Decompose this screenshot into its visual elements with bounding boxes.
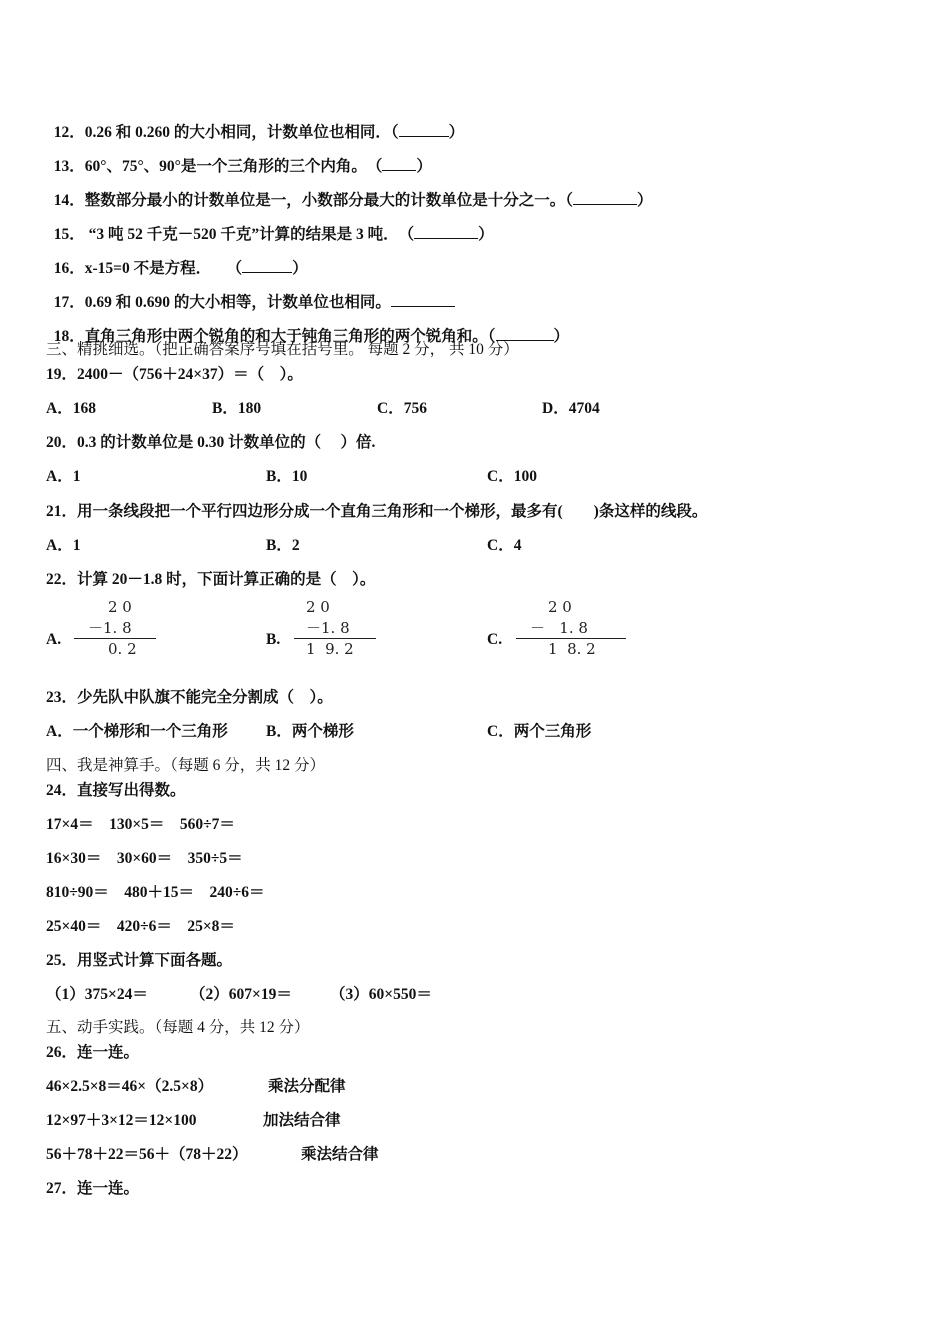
q24-row-3: 810÷90＝ 480＋15＝ 240÷6＝ (46, 884, 265, 901)
q22-option-a-calc[interactable] (74, 598, 158, 662)
calc-line (74, 638, 156, 639)
subtrahend: －1. 8 (306, 619, 350, 637)
question-text: 0.26 和 0.260 的大小相同，计数单位也相同．（ (84, 124, 399, 141)
question-text: “3 吨 52 千克－520 千克”计算的结果是 3 吨． （ (84, 226, 415, 243)
question-text: 0.69 和 0.690 的大小相等，计数单位也相同。 (84, 294, 391, 311)
result: 1 8. 2 (548, 640, 596, 658)
q21-option-b[interactable]: B．2 (266, 537, 300, 554)
question-number: 16． (53, 260, 85, 277)
q23-option-b[interactable]: B．两个梯形 (266, 723, 354, 740)
question-20: 20．0.3 的计数单位是 0.30 计数单位的（ ）倍. (46, 434, 376, 451)
question-number: 17． (53, 294, 85, 311)
q23-option-a[interactable]: A．一个梯形和一个三角形 (46, 723, 228, 740)
q22-option-b-calc[interactable] (294, 598, 378, 662)
calc-line (516, 638, 626, 639)
answer-blank[interactable] (382, 156, 416, 171)
q24-row-4: 25×40＝ 420÷6＝ 25×8＝ (46, 918, 235, 935)
q19-option-a[interactable]: A．168 (46, 400, 96, 417)
question-number: 18． (53, 328, 85, 345)
q22-option-c-label[interactable]: C. (487, 631, 503, 648)
question-27: 27．连一连。 (46, 1180, 140, 1197)
q20-option-a[interactable]: A．1 (46, 468, 81, 485)
answer-blank[interactable] (573, 190, 637, 205)
q26-right-1[interactable]: 乘法分配律 (268, 1078, 346, 1095)
paren-close: ） (478, 226, 494, 243)
q21-option-c[interactable]: C．4 (487, 537, 522, 554)
q20-option-b[interactable]: B．10 (266, 468, 308, 485)
question-number: 13． (53, 158, 85, 175)
question-number: 14． (53, 192, 85, 209)
q24-row-1: 17×4＝ 130×5＝ 560÷7＝ (46, 816, 235, 833)
section-3-title: 三、精挑细选。（把正确答案序号填在括号里。 每题 2 分， 共 10 分） (46, 341, 519, 358)
q19-option-c[interactable]: C．756 (377, 400, 427, 417)
answer-blank[interactable] (496, 326, 554, 341)
q26-left-2[interactable]: 12×97＋3×12＝12×100 (46, 1112, 197, 1129)
q20-option-c[interactable]: C．100 (487, 468, 537, 485)
minuend: 2 0 (306, 598, 330, 616)
calc-line (294, 638, 376, 639)
q19-option-b[interactable]: B．180 (212, 400, 262, 417)
q21-option-a[interactable]: A．1 (46, 537, 81, 554)
q25-item-2: （2）607×19＝ (190, 986, 292, 1003)
subtrahend: － 1. 8 (530, 619, 588, 637)
question-26: 26．连一连。 (46, 1044, 140, 1061)
question-21: 21．用一条线段把一个平行四边形分成一个直角三角形和一个梯形，最多有( )条这样的线段。 (46, 503, 708, 520)
minuend: 2 0 (108, 598, 132, 616)
q25-item-1: （1）375×24＝ (46, 986, 148, 1003)
answer-blank[interactable] (399, 122, 449, 137)
paren-close: ） (416, 158, 432, 175)
result: 1 9. 2 (306, 640, 354, 658)
section-4-title: 四、我是神算手。（每题 6 分，共 12 分） (46, 757, 326, 774)
q26-left-1[interactable]: 46×2.5×8＝46×（2.5×8） (46, 1078, 214, 1095)
paren-close: ） (448, 124, 465, 141)
question-text: 60°、75°、90°是一个三角形的三个内角。 （ (84, 158, 383, 175)
question-text: x-15=0 不是方程． （ (84, 260, 243, 277)
question-number: 12． (53, 124, 85, 141)
q26-right-2[interactable]: 加法结合律 (263, 1112, 341, 1129)
section-5-title: 五、动手实践。（每题 4 分，共 12 分） (46, 1019, 310, 1036)
q25-item-3: （3）60×550＝ (330, 986, 432, 1003)
question-text: 整数部分最小的计数单位是一，小数部分最大的计数单位是十分之一。（ (84, 192, 574, 209)
minuend: 2 0 (548, 598, 572, 616)
q26-left-3[interactable]: 56＋78＋22＝56＋（78＋22） (46, 1146, 248, 1163)
question-25: 25．用竖式计算下面各题。 (46, 952, 233, 969)
q22-option-b-label[interactable]: B. (266, 631, 281, 648)
paren-close: ） (553, 328, 570, 345)
q26-right-3[interactable]: 乘法结合律 (301, 1146, 379, 1163)
paren-close: ） (292, 260, 308, 277)
paren-close: ） (637, 192, 653, 209)
answer-blank[interactable] (391, 292, 455, 307)
answer-blank[interactable] (242, 258, 292, 273)
question-text: 直角三角形中两个锐角的和大于钝角三角形的两个锐角和。（ (84, 328, 496, 345)
result: 0. 2 (108, 640, 137, 658)
q22-option-c-calc[interactable] (516, 598, 628, 662)
question-number: 15． (53, 226, 85, 243)
question-23: 23．少先队中队旗不能完全分割成（ ）。 (46, 689, 333, 706)
question-19: 19．2400－（756＋24×37）＝（ ）。 (46, 366, 303, 383)
answer-blank[interactable] (414, 224, 478, 239)
q19-option-d[interactable]: D．4704 (542, 400, 600, 417)
q24-row-2: 16×30＝ 30×60＝ 350÷5＝ (46, 850, 243, 867)
q23-option-c[interactable]: C．两个三角形 (487, 723, 592, 740)
subtrahend: －1. 8 (88, 619, 132, 637)
q22-option-a-label[interactable]: A. (46, 631, 62, 648)
question-24: 24．直接写出得数。 (46, 782, 186, 799)
question-22: 22．计算 20－1.8 时，下面计算正确的是（ ）。 (46, 571, 376, 588)
